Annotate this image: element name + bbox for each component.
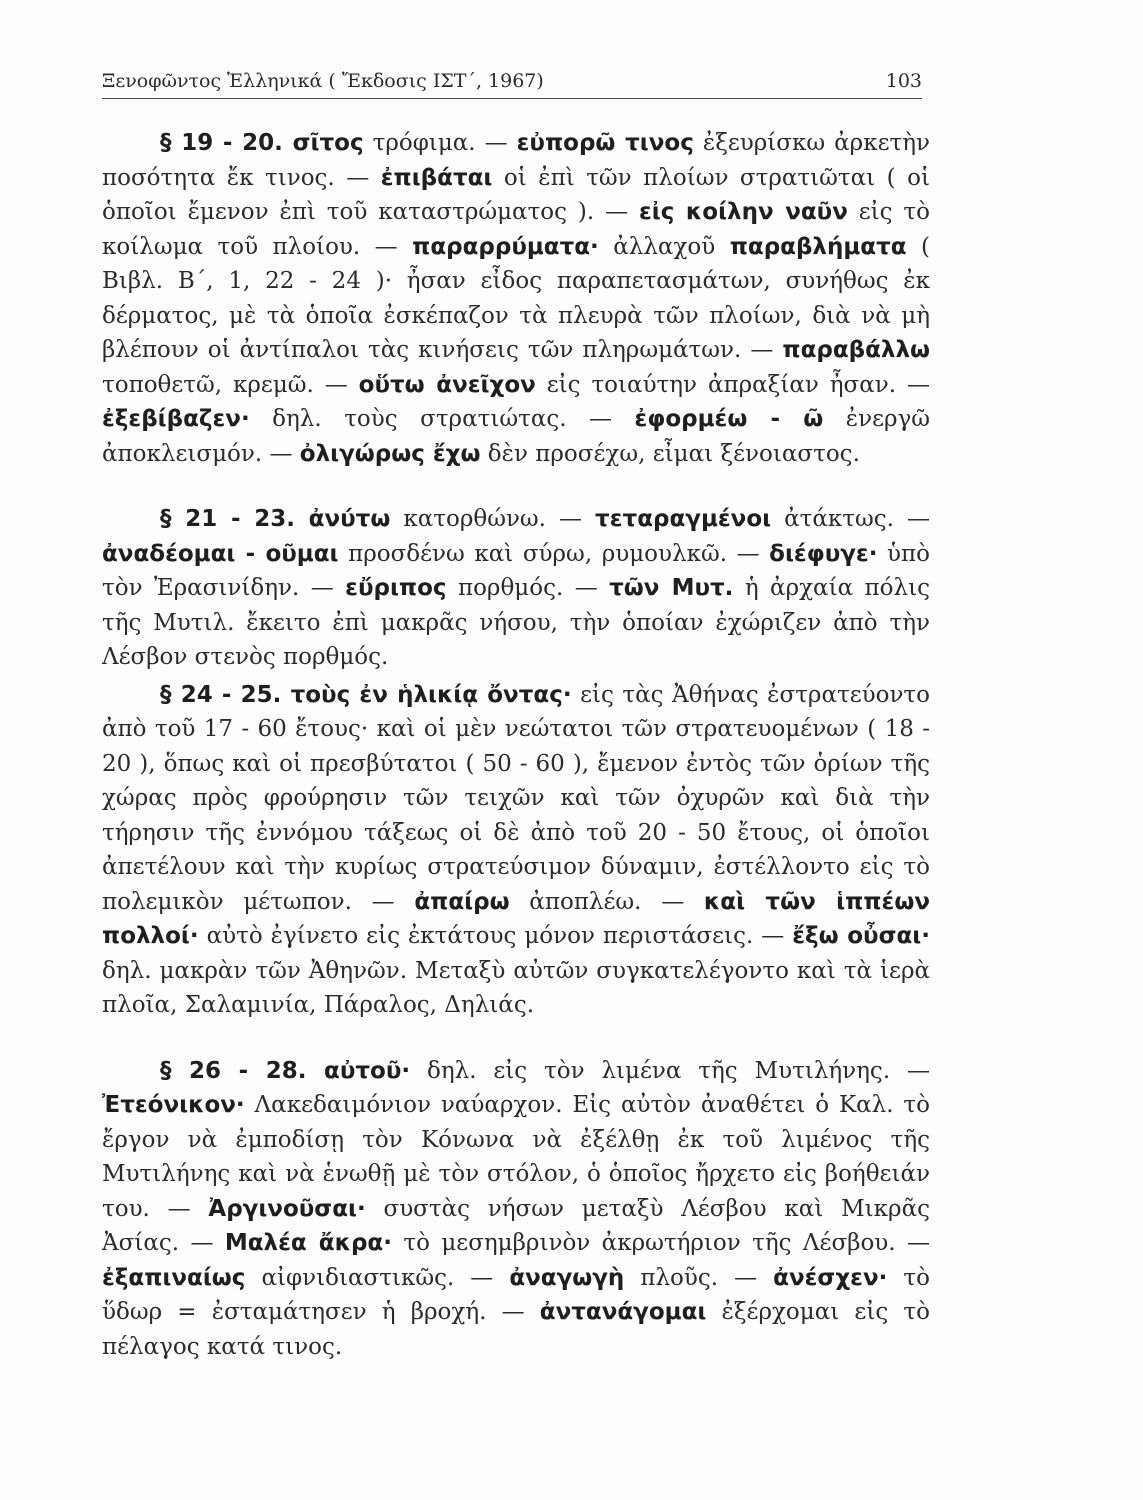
headword: Ἐτεόνικον· <box>102 1092 245 1118</box>
headword: εἰς κοίλην ναῦν <box>638 199 848 225</box>
headword: παραβλήματα <box>729 233 907 260</box>
commentary-text <box>102 126 930 1364</box>
gloss-text: ἡ ἀρχαία πόλις τῆς Μυτιλ. ἔκειτο ἐπὶ μακρᾶς νήσου, τὴν ὁποίαν ἐχώριζεν ἀπὸ τὴν Λέσβον στενὸς πορθμός. <box>102 575 930 670</box>
headword: τεταραγμένοι <box>595 506 772 532</box>
gloss-text: δὲν προσέχω, εἶμαι ξένοιαστος. <box>480 440 860 467</box>
headword: ἀναγωγὴ <box>509 1264 625 1291</box>
gloss-text: ὑπὸ τὸν Ἐρασινίδην. — <box>102 540 930 601</box>
headword: § 26 - 28. αὐτοῦ· <box>160 1057 411 1084</box>
gloss-text: εἰς τὰς Ἀθήνας ἐστρατεύοντο ἀπὸ τοῦ 17 - 60 ἔτους· καὶ οἱ μὲν νεώτατοι τῶν στρατευομένων ( 18 - 20 ), ὅπως καὶ οἱ πρεσβύτατοι ( 50 - 60 ), ἔμενον ἐντὸς τῶν ὁρίων τῆς χώρας πρὸς φρούρησιν τῶν τειχῶν καὶ τῶν ὀχυρῶν καὶ διὰ τὴν τήρησιν τῆς ἐννόμου τάξεως οἱ δὲ ἀπὸ τοῦ 20 - 50 ἔτους, οἱ ὁποῖοι ἀπετέλουν καὶ τὴν κυρίως στρατεύσιμον δύναμιν, ἐστέλλοντο εἰς τὸ πολεμικὸν μέτωπον. — <box>102 681 930 915</box>
gloss-text: δηλ. εἰς τὸν λιμένα τῆς Μυτιλήνης. — <box>410 1057 930 1084</box>
headword: τῶν Μυτ. <box>609 575 734 601</box>
gloss-text: ἐνεργῶ ἀποκλεισμόν. — <box>102 406 931 467</box>
gloss-text: αὐτὸ ἐγίνετο εἰς ἐκτάτους μόνον περιστάσεις. — <box>198 923 793 949</box>
gloss-text: πορθμός. — <box>446 575 610 601</box>
gloss-text: ἀποπλέω. — <box>509 888 704 915</box>
headword: ἀναδέομαι - οῦμαι <box>102 540 339 567</box>
headword: ἀνέσχεν· <box>773 1264 888 1291</box>
gloss-text: δηλ. μακρὰν τῶν Ἀθηνῶν. Μεταξὺ αὐτῶν συγκατελέγοντο καὶ τὰ ἱερὰ πλοῖα, Σαλαμινία, Πάραλος, Δηλιάς. <box>102 957 930 1018</box>
gloss-text: προσδένω καὶ σύρω, ρυμουλκῶ. — <box>338 540 770 567</box>
headword: ἐπιβάται <box>380 164 493 191</box>
paragraph-24-25 <box>102 678 930 1023</box>
gloss-text: τὸ ὕδωρ = ἐσταμάτησεν ἡ βροχή. — <box>102 1264 931 1325</box>
headword: ἔξω οὖσαι· <box>792 923 930 949</box>
headword: Μαλέα ἄκρα· <box>224 1230 392 1256</box>
headword: διέφυγε· <box>769 540 878 567</box>
paragraph-19-20 <box>102 126 930 471</box>
headword: παραβάλλω <box>782 337 930 363</box>
gloss-text: πλοῦς. — <box>624 1264 774 1291</box>
gloss-text: συστὰς νήσων μεταξὺ Λέσβου καὶ Μικρᾶς Ἀσίας. — <box>102 1195 930 1256</box>
headword: καὶ τῶν ἱππέων πολλοί· <box>102 888 930 949</box>
gloss-text: εἰς τὸ κοίλωμα τοῦ πλοίου. — <box>102 199 930 260</box>
headword: ἐξαπιναίως <box>102 1264 246 1291</box>
paragraph-26-28 <box>102 1054 930 1365</box>
paragraph-21-23 <box>102 502 930 675</box>
headword: § 24 - 25. τοὺς ἐν ἡλικίᾳ ὄντας· <box>160 681 572 708</box>
gloss-text: τρόφιμα. — <box>363 130 517 156</box>
headword: παραρρύματα· <box>412 233 599 260</box>
headword: § 19 - 20. σῖτος <box>160 130 364 156</box>
headword: Ἀργινοῦσαι· <box>208 1195 366 1222</box>
headword: ὀλιγώρως ἔχω <box>299 440 481 467</box>
gloss-text: τοποθετῶ, κρεμῶ. — <box>102 371 359 398</box>
headword: εὐπορῶ τινος <box>516 130 694 156</box>
gloss-text: ἐξευρίσκω ἀρκετὴν ποσότητα ἔκ τινος. — <box>102 130 930 191</box>
gloss-text: αἰφνιδιαστικῶς. — <box>245 1264 510 1291</box>
headword: ἀντανάγομαι <box>539 1299 707 1325</box>
headword: οὕτω ἀνεῖχον <box>358 371 536 398</box>
gloss-text: δηλ. τοὺς στρατιώτας. — <box>249 406 635 432</box>
page-number: 103 <box>885 70 922 92</box>
gloss-text: Λακεδαιμόνιον ναύαρχον. Εἰς αὐτὸν ἀναθέτει ὁ Καλ. τὸ ἔργον νὰ ἐμποδίσῃ τὸν Κόνωνα νὰ ἐξέλθῃ ἐκ τοῦ λιμένος τῆς Μυτιλήνης καὶ νὰ ἑνωθῇ μὲ τὸν στόλον, ὁ ὁποῖος ἤρχετο εἰς βοήθειάν του. — <box>102 1092 930 1222</box>
gloss-text: ἐξέρχομαι εἰς τὸ πέλαγος κατά τινος. <box>102 1299 930 1360</box>
headword: εὔριπος <box>345 575 447 601</box>
gloss-text: κατορθώνω. — <box>390 506 596 532</box>
gloss-text: ἀτάκτως. — <box>771 506 930 532</box>
headword: ἐφορμέω - ῶ <box>634 406 824 432</box>
gloss-text: οἱ ἐπὶ τῶν πλοίων στρατιῶται ( οἱ ὁποῖοι ἔμενον ἐπὶ τοῦ καταστρώματος ). — <box>102 164 930 225</box>
gloss-text: ἀλλαχοῦ <box>598 233 730 260</box>
gloss-text: τὸ μεσημβρινὸν ἀκρωτήριον τῆς Λέσβου. — <box>391 1230 930 1256</box>
headword: ἐξεβίβαζεν· <box>102 406 250 432</box>
headword: § 21 - 23. ἀνύτω <box>160 506 391 532</box>
running-header <box>102 68 922 99</box>
headword: ἀπαίρω <box>414 888 510 915</box>
gloss-text: εἰς τοιαύτην ἀπραξίαν ἦσαν. — <box>535 371 930 398</box>
gloss-text: ( Βιβλ. Β΄, 1, 22 - 24 )· ἦσαν εἶδος παραπετασμάτων, συνήθως ἐκ δέρματος, μὲ τὰ ὁποῖα ἐσκέπαζον τὰ πλευρὰ τῶν πλοίων, διὰ νὰ μὴ βλέπουν οἱ ἀντίπαλοι τὰς κινήσεις τῶν πληρωμάτων. — <box>102 233 930 363</box>
header-title: Ξενοφῶντος Ἑλληνικά ( Ἔκδοσις ΙΣΤ΄, 1967) <box>102 70 544 92</box>
